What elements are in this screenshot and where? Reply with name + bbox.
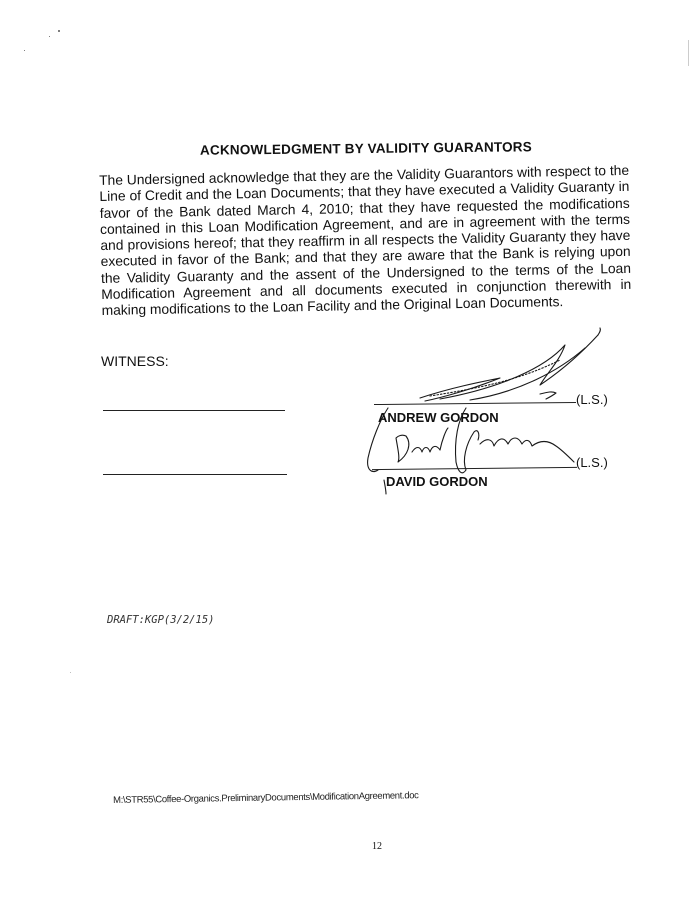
scan-speck (58, 30, 60, 32)
file-path-footer: M:\STR55\Coffee-Organics.PreliminaryDocuments\ModificationAgreement.doc (113, 790, 419, 806)
ls-suffix-andrew: (L.S.) (576, 392, 608, 407)
draft-note: DRAFT:KGP(3/2/15) (107, 614, 215, 626)
signer-name-andrew: ANDREW GORDON (378, 410, 499, 425)
scan-speck (49, 36, 50, 37)
page-number: 12 (372, 841, 382, 852)
witness-label: WITNESS: (101, 353, 169, 369)
signer-name-david: DAVID GORDON (386, 474, 488, 489)
scan-speck (688, 40, 689, 66)
ls-suffix-david: (L.S.) (576, 455, 608, 470)
scan-speck (70, 672, 71, 673)
document-title: ACKNOWLEDGMENT BY VALIDITY GUARANTORS (199, 139, 532, 158)
acknowledgment-paragraph: The Undersigned acknowledge that they are the Validity Guarantors with respect to the Line of Credit and the Loan Documents; that they have executed a Validity Guaranty in favor of the Bank dated March 4, 2010; that they have requested the modifications contained in this Loan Modification Agreement, and are in agreement with the terms and provisions hereof; that they reaffirm in all respects the Validity Guaranty they have executed in favor of the Bank; and that they are aware that the Bank is relying upon the Validity Guaranty and the assent of the Undersigned to the terms of the Loan Modification Agreement and all documents executed in conjunction therewith in making modifications to the Loan Facility and the Original Loan Documents. (99, 162, 632, 319)
scan-speck (24, 50, 25, 51)
